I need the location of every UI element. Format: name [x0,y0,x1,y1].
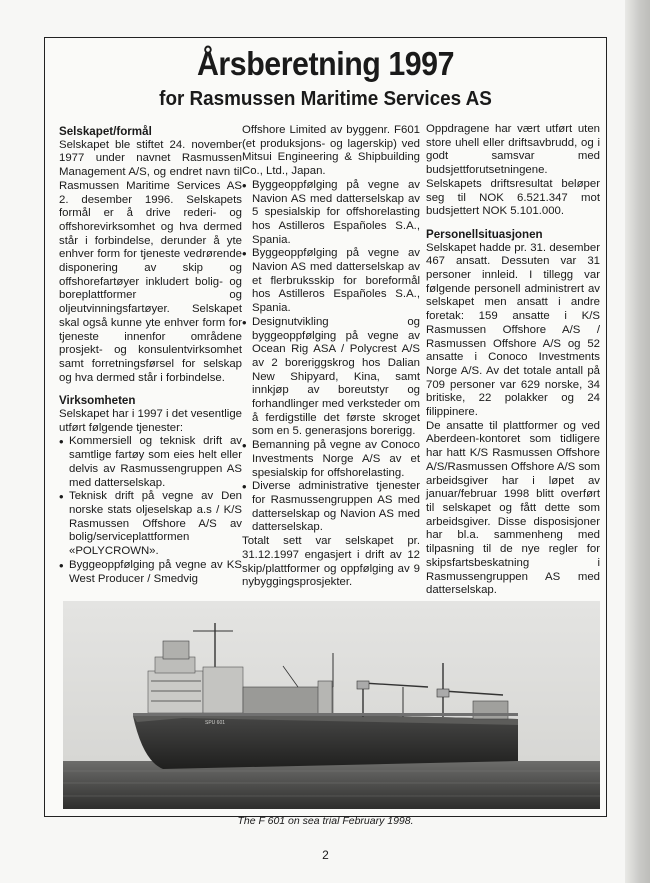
list-item: • Designutvikling og byggeoppfølging på vegne av Ocean Rig ASA / Polycrest A/S av 2 boreriggskrog hos Dalian New Shipyard, Kina, samt innkjøp av boreutstyr og forhandlinger med verksteder om å ferdigstille det første skroget som en 5. generasjons borerigg. [242,316,420,439]
paragraph-formal: Selskapet ble stiftet 24. november 1977 under navnet Rasmussen Management A/S, og endret navn til Rasmussen Maritime Services AS 2. desember 1996. Selskapets formål er å drive rederi- og offshorevirksomhet og hva dermed står i forbindelse, derunder å yte enhver form for tjeneste vedrørende disponering av skip og offshorefartøyer inkludert bolig- og boreplattformer og oljeutvinningsfartøyer. Selskapet skal også kunne yte enhver form for tjeneste innenfor områdene prosjekt- og konsulentvirksomhet samt forretningsførsel for selskap og hva dermed står i forbindelse. [59,138,242,384]
list-item: • Byggeoppfølging på vegne av Navion AS med datterselskap av 5 spesialskip for offshorelasting hos Astilleros Españoles S.A., Spania. [242,179,420,248]
list-item: • Diverse administrative tjenester for Rasmussengruppen AS med datterselskap og Navion AS med datterselskap. [242,480,420,535]
page-number: 2 [322,848,329,862]
page-edge [625,0,650,883]
paragraph-continuation: Offshore Limited av byggenr. F601 (et produksjons- og lagerskip) ved Mitsui Engineering & Shipbuilding Co., Ltd., Japan. [242,124,420,178]
paragraph-oppdragene: Oppdragene har vært utført uten store uhell eller driftsavbrudd, og i godt samsvar med budsjettforutsetningene. [426,123,600,177]
column-3 [426,123,600,598]
paragraph-totalt: Totalt sett var selskapet pr. 31.12.1997 engasjert i drift av 12 skip/plattformer og oppfølging av 9 nybyggingsprosjekter. [242,535,420,589]
page-subtitle: for Rasmussen Maritime Services AS [159,87,492,110]
paragraph-ansatte: Selskapet hadde pr. 31. desember 467 ansatt. Dessuten var 31 personer innleid. I tillegg var følgende personell administrert av selskapet men ansatt i andre foretak: 159 ansatte i K/S Rasmussen Offshore A/S / Rasmussen Offshore A/S og 52 ansatte i Conoco Investments Norge A/S. Av det totale antall på 709 personer var 629 norske, 34 britiske, 22 polakker og 24 filippinere. [426,241,600,419]
paragraph-aberdeen: De ansatte til plattformer og ved Aberdeen-kontoret som tidligere har hatt K/S Rasmussen Offshore A/S/Rasmussen Offshore A/S som arbeidsgiver har i løpet av januar/februar 1998 blitt overført til selskapet og fått dette som arbeidsgiver. Disse disposisjoner har bl.a. sammenheng med tilpasning til de nye regler for skipsfartsbeskatning i Rasmussengruppen AS med datterselskap. [426,419,600,597]
paragraph-driftsresultat: Selskapets driftsresultat beløper seg til NOK 6.521.347 mot budsjettert NOK 5.101.000. [426,177,600,218]
list-item: • Byggeoppfølging på vegne av KS West Producer / Smedvig [59,559,242,586]
ship-photo [63,601,600,809]
section-heading-personell: Personellsituasjonen [426,227,543,241]
photo-caption: The F 601 on sea trial February 1998. [237,815,414,827]
section-heading-selskapet: Selskapet/formål [59,125,152,138]
list-item: • Byggeoppfølging på vegne av Navion AS med datterselskap av et flerbruksskip for boreformål hos Astilleros Españoles S.A., Spania. [242,247,420,316]
list-item: • Teknisk drift på vegne av Den norske stats oljeselskap a.s / K/S Rasmussen Offshore A/S av bolig/serviceplattformen «POLYCROWN». [59,490,242,559]
services-list-continued [242,179,420,535]
paragraph-virksomheten-intro: Selskapet har i 1997 i det vesentlige utført følgende tjenester: [59,408,243,434]
page-title: Årsberetning 1997 [196,45,455,82]
column-2 [242,124,420,590]
list-item: • Bemanning på vegne av Conoco Investments Norge A/S av et spesialskip for offshorelasting. [242,439,420,480]
services-list [59,435,242,586]
column-1 [59,125,242,586]
section-heading-virksomheten: Virksomheten [59,394,136,408]
hull-marking: SPU 601 [205,720,226,726]
list-item: • Kommersiell og teknisk drift av samtlige fartøy som eies helt eller delvis av Rasmussengruppen AS med datterselskap. [59,435,242,490]
